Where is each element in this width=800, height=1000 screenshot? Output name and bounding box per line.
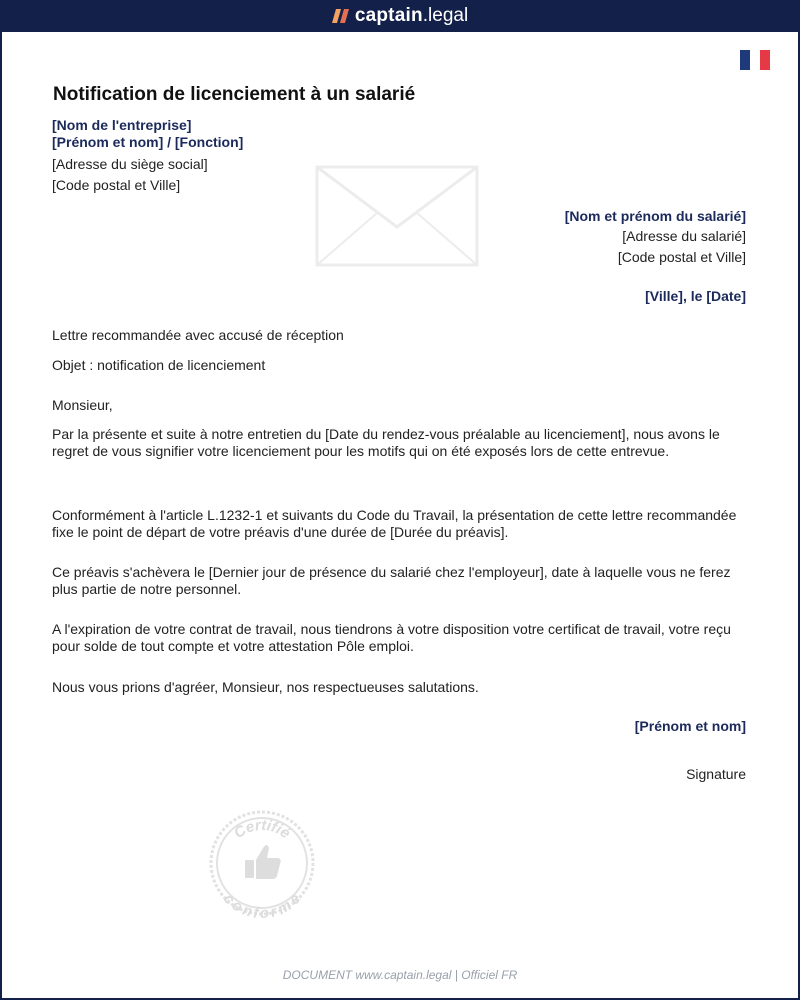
recipient-city: [Code postal et Ville] xyxy=(617,249,746,265)
recipient-block xyxy=(565,206,746,268)
paragraph-4: A l'expiration de votre contrat de travail, nous tiendrons à votre disposition votre certificat de travail, votre reçu pour solde de tout compte et votre attestation Pôle emploi. xyxy=(52,621,731,654)
paragraph-2: Conformément à l'article L.1232-1 et suivants du Code du Travail, la présentation de cette lettre recommandée fixe le point de départ de votre préavis d'une durée de [Durée du préavis]. xyxy=(52,507,737,540)
signature-label: Signature xyxy=(686,766,746,782)
stamp-bottom-text: conforme xyxy=(219,890,305,918)
top-bar xyxy=(0,0,800,32)
sender-company: [Nom de l'entreprise] xyxy=(52,117,192,133)
logo-brand-text: captain xyxy=(354,5,423,26)
salutation: Monsieur, xyxy=(52,397,113,413)
envelope-watermark-icon xyxy=(315,165,479,267)
paragraph-1: Par la présente et suite à notre entretien du [Date du rendez-vous préalable au licenciement], nous avons le regret de vous signifier votre licenciement pour les motifs qui on été exposés lors de cette entrevue. xyxy=(52,426,720,459)
stamp-top-text: Certifié xyxy=(230,816,294,843)
document-title: Notification de licenciement à un salarié xyxy=(53,84,416,105)
certified-stamp-icon xyxy=(207,808,317,918)
place-date: [Ville], le [Date] xyxy=(645,288,746,304)
logo-tld-text: .legal xyxy=(422,5,469,26)
sender-address: [Adresse du siège social] xyxy=(52,156,208,172)
delivery-mode: Lettre recommandée avec accusé de réception xyxy=(52,327,344,343)
signer-name: [Prénom et nom] xyxy=(634,718,746,734)
french-flag-icon[interactable] xyxy=(740,50,770,70)
subject-line: Objet : notification de licenciement xyxy=(52,357,266,373)
letter-page xyxy=(2,32,798,998)
paragraph-5: Nous vous prions d'agréer, Monsieur, nos respectueuses salutations. xyxy=(52,679,479,695)
sender-block xyxy=(52,117,243,196)
sender-city: [Code postal et Ville] xyxy=(52,177,181,193)
sender-name-role: [Prénom et nom] / [Fonction] xyxy=(52,134,244,150)
captain-legal-logo[interactable] xyxy=(332,5,468,27)
document-footer: DOCUMENT www.captain.legal | Officiel FR xyxy=(282,968,518,982)
recipient-address: [Adresse du salarié] xyxy=(622,228,746,244)
recipient-name: [Nom et prénom du salarié] xyxy=(564,208,746,224)
svg-text:Certifié xyxy=(231,817,293,842)
logo-mark-icon xyxy=(332,9,350,23)
paragraph-3: Ce préavis s'achèvera le [Dernier jour de présence du salarié chez l'employeur], date à laquelle vous ne ferez plus partie de notre personnel. xyxy=(52,564,731,597)
